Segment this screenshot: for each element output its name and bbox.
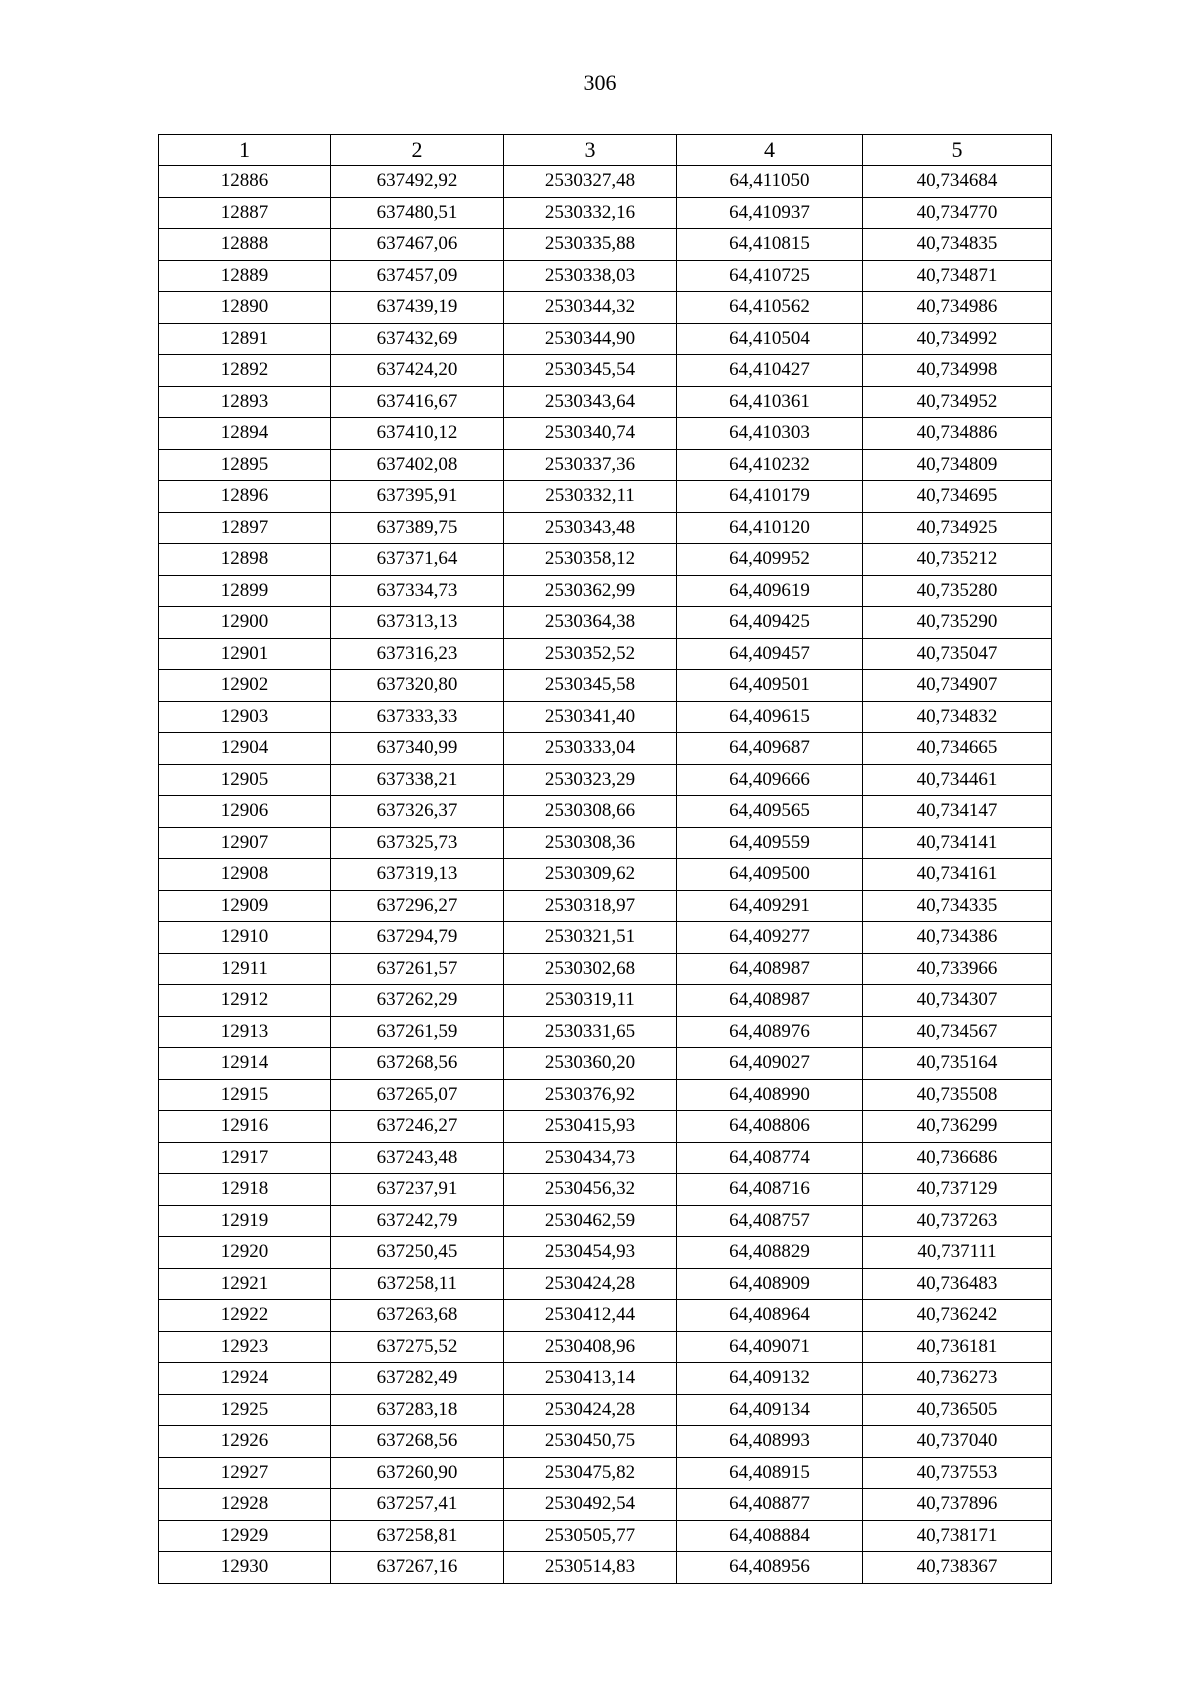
point-number-cell: 12915 — [159, 1079, 331, 1111]
y-coordinate-cell: 2530327,48 — [504, 166, 677, 198]
latitude-cell: 64,409666 — [677, 764, 863, 796]
longitude-cell: 40,734386 — [863, 922, 1052, 954]
x-coordinate-cell: 637296,27 — [331, 890, 504, 922]
x-coordinate-cell: 637261,59 — [331, 1016, 504, 1048]
table-row — [159, 1016, 1052, 1048]
table-row — [159, 922, 1052, 954]
latitude-cell: 64,410504 — [677, 323, 863, 355]
longitude-cell: 40,734141 — [863, 827, 1052, 859]
table-row — [159, 1426, 1052, 1458]
x-coordinate-cell: 637258,81 — [331, 1520, 504, 1552]
point-number-cell: 12895 — [159, 449, 331, 481]
point-number-cell: 12930 — [159, 1552, 331, 1584]
longitude-cell: 40,737129 — [863, 1174, 1052, 1206]
longitude-cell: 40,735290 — [863, 607, 1052, 639]
longitude-cell: 40,734335 — [863, 890, 1052, 922]
latitude-cell: 64,410361 — [677, 386, 863, 418]
longitude-cell: 40,736181 — [863, 1331, 1052, 1363]
x-coordinate-cell: 637258,11 — [331, 1268, 504, 1300]
longitude-cell: 40,735164 — [863, 1048, 1052, 1080]
point-number-cell: 12924 — [159, 1363, 331, 1395]
table-row — [159, 670, 1052, 702]
point-number-cell: 12929 — [159, 1520, 331, 1552]
table-row — [159, 764, 1052, 796]
x-coordinate-cell: 637282,49 — [331, 1363, 504, 1395]
point-number-cell: 12888 — [159, 229, 331, 261]
column-header-3: 3 — [504, 135, 677, 166]
longitude-cell: 40,735212 — [863, 544, 1052, 576]
y-coordinate-cell: 2530343,64 — [504, 386, 677, 418]
longitude-cell: 40,734665 — [863, 733, 1052, 765]
point-number-cell: 12907 — [159, 827, 331, 859]
table-body — [159, 166, 1052, 1584]
point-number-cell: 12925 — [159, 1394, 331, 1426]
table-row — [159, 481, 1052, 513]
point-number-cell: 12910 — [159, 922, 331, 954]
longitude-cell: 40,738171 — [863, 1520, 1052, 1552]
x-coordinate-cell: 637313,13 — [331, 607, 504, 639]
table-row — [159, 1363, 1052, 1395]
x-coordinate-cell: 637424,20 — [331, 355, 504, 387]
longitude-cell: 40,737263 — [863, 1205, 1052, 1237]
table-row — [159, 386, 1052, 418]
x-coordinate-cell: 637319,13 — [331, 859, 504, 891]
x-coordinate-cell: 637395,91 — [331, 481, 504, 513]
x-coordinate-cell: 637267,16 — [331, 1552, 504, 1584]
longitude-cell: 40,734832 — [863, 701, 1052, 733]
y-coordinate-cell: 2530308,66 — [504, 796, 677, 828]
latitude-cell: 64,408757 — [677, 1205, 863, 1237]
latitude-cell: 64,409132 — [677, 1363, 863, 1395]
y-coordinate-cell: 2530454,93 — [504, 1237, 677, 1269]
latitude-cell: 64,411050 — [677, 166, 863, 198]
y-coordinate-cell: 2530364,38 — [504, 607, 677, 639]
longitude-cell: 40,737553 — [863, 1457, 1052, 1489]
table-row — [159, 1237, 1052, 1269]
latitude-cell: 64,409619 — [677, 575, 863, 607]
latitude-cell: 64,410120 — [677, 512, 863, 544]
x-coordinate-cell: 637265,07 — [331, 1079, 504, 1111]
longitude-cell: 40,734992 — [863, 323, 1052, 355]
table-row — [159, 1142, 1052, 1174]
latitude-cell: 64,410303 — [677, 418, 863, 450]
table-row — [159, 166, 1052, 198]
longitude-cell: 40,736299 — [863, 1111, 1052, 1143]
table-row — [159, 638, 1052, 670]
point-number-cell: 12919 — [159, 1205, 331, 1237]
table-row — [159, 985, 1052, 1017]
y-coordinate-cell: 2530462,59 — [504, 1205, 677, 1237]
point-number-cell: 12901 — [159, 638, 331, 670]
latitude-cell: 64,409615 — [677, 701, 863, 733]
x-coordinate-cell: 637457,09 — [331, 260, 504, 292]
y-coordinate-cell: 2530358,12 — [504, 544, 677, 576]
latitude-cell: 64,410179 — [677, 481, 863, 513]
point-number-cell: 12922 — [159, 1300, 331, 1332]
longitude-cell: 40,734986 — [863, 292, 1052, 324]
longitude-cell: 40,734684 — [863, 166, 1052, 198]
point-number-cell: 12892 — [159, 355, 331, 387]
table-row — [159, 607, 1052, 639]
latitude-cell: 64,408990 — [677, 1079, 863, 1111]
longitude-cell: 40,734770 — [863, 197, 1052, 229]
point-number-cell: 12903 — [159, 701, 331, 733]
y-coordinate-cell: 2530345,58 — [504, 670, 677, 702]
table-row — [159, 796, 1052, 828]
x-coordinate-cell: 637263,68 — [331, 1300, 504, 1332]
y-coordinate-cell: 2530337,36 — [504, 449, 677, 481]
table-row — [159, 953, 1052, 985]
point-number-cell: 12886 — [159, 166, 331, 198]
table-row — [159, 1489, 1052, 1521]
x-coordinate-cell: 637333,33 — [331, 701, 504, 733]
latitude-cell: 64,408829 — [677, 1237, 863, 1269]
table-row — [159, 1205, 1052, 1237]
table-row — [159, 197, 1052, 229]
table-row — [159, 1079, 1052, 1111]
x-coordinate-cell: 637326,37 — [331, 796, 504, 828]
longitude-cell: 40,734567 — [863, 1016, 1052, 1048]
longitude-cell: 40,734809 — [863, 449, 1052, 481]
latitude-cell: 64,408774 — [677, 1142, 863, 1174]
latitude-cell: 64,408909 — [677, 1268, 863, 1300]
longitude-cell: 40,733966 — [863, 953, 1052, 985]
longitude-cell: 40,734161 — [863, 859, 1052, 891]
table-row — [159, 323, 1052, 355]
y-coordinate-cell: 2530352,52 — [504, 638, 677, 670]
longitude-cell: 40,735047 — [863, 638, 1052, 670]
latitude-cell: 64,409027 — [677, 1048, 863, 1080]
longitude-cell: 40,734307 — [863, 985, 1052, 1017]
y-coordinate-cell: 2530335,88 — [504, 229, 677, 261]
latitude-cell: 64,408956 — [677, 1552, 863, 1584]
y-coordinate-cell: 2530341,40 — [504, 701, 677, 733]
point-number-cell: 12893 — [159, 386, 331, 418]
longitude-cell: 40,738367 — [863, 1552, 1052, 1584]
point-number-cell: 12894 — [159, 418, 331, 450]
y-coordinate-cell: 2530321,51 — [504, 922, 677, 954]
x-coordinate-cell: 637260,90 — [331, 1457, 504, 1489]
y-coordinate-cell: 2530362,99 — [504, 575, 677, 607]
y-coordinate-cell: 2530333,04 — [504, 733, 677, 765]
latitude-cell: 64,408884 — [677, 1520, 863, 1552]
y-coordinate-cell: 2530408,96 — [504, 1331, 677, 1363]
point-number-cell: 12902 — [159, 670, 331, 702]
y-coordinate-cell: 2530308,36 — [504, 827, 677, 859]
longitude-cell: 40,736505 — [863, 1394, 1052, 1426]
longitude-cell: 40,737896 — [863, 1489, 1052, 1521]
y-coordinate-cell: 2530332,16 — [504, 197, 677, 229]
x-coordinate-cell: 637439,19 — [331, 292, 504, 324]
y-coordinate-cell: 2530318,97 — [504, 890, 677, 922]
latitude-cell: 64,408915 — [677, 1457, 863, 1489]
y-coordinate-cell: 2530323,29 — [504, 764, 677, 796]
y-coordinate-cell: 2530475,82 — [504, 1457, 677, 1489]
point-number-cell: 12908 — [159, 859, 331, 891]
longitude-cell: 40,737040 — [863, 1426, 1052, 1458]
point-number-cell: 12916 — [159, 1111, 331, 1143]
table-row — [159, 229, 1052, 261]
latitude-cell: 64,409071 — [677, 1331, 863, 1363]
point-number-cell: 12921 — [159, 1268, 331, 1300]
table-row — [159, 827, 1052, 859]
point-number-cell: 12912 — [159, 985, 331, 1017]
table-row — [159, 575, 1052, 607]
table-row — [159, 1552, 1052, 1584]
latitude-cell: 64,409687 — [677, 733, 863, 765]
x-coordinate-cell: 637268,56 — [331, 1048, 504, 1080]
column-header-5: 5 — [863, 135, 1052, 166]
point-number-cell: 12887 — [159, 197, 331, 229]
point-number-cell: 12926 — [159, 1426, 331, 1458]
table-row — [159, 1268, 1052, 1300]
longitude-cell: 40,734147 — [863, 796, 1052, 828]
point-number-cell: 12891 — [159, 323, 331, 355]
x-coordinate-cell: 637389,75 — [331, 512, 504, 544]
table-row — [159, 512, 1052, 544]
column-header-1: 1 — [159, 135, 331, 166]
longitude-cell: 40,736483 — [863, 1268, 1052, 1300]
x-coordinate-cell: 637316,23 — [331, 638, 504, 670]
x-coordinate-cell: 637432,69 — [331, 323, 504, 355]
point-number-cell: 12889 — [159, 260, 331, 292]
point-number-cell: 12918 — [159, 1174, 331, 1206]
table-row — [159, 1300, 1052, 1332]
point-number-cell: 12914 — [159, 1048, 331, 1080]
longitude-cell: 40,736686 — [863, 1142, 1052, 1174]
point-number-cell: 12928 — [159, 1489, 331, 1521]
point-number-cell: 12927 — [159, 1457, 331, 1489]
latitude-cell: 64,408987 — [677, 953, 863, 985]
table-row — [159, 260, 1052, 292]
latitude-cell: 64,409277 — [677, 922, 863, 954]
table-row — [159, 859, 1052, 891]
x-coordinate-cell: 637237,91 — [331, 1174, 504, 1206]
x-coordinate-cell: 637250,45 — [331, 1237, 504, 1269]
table-row — [159, 1520, 1052, 1552]
point-number-cell: 12890 — [159, 292, 331, 324]
longitude-cell: 40,734925 — [863, 512, 1052, 544]
y-coordinate-cell: 2530412,44 — [504, 1300, 677, 1332]
point-number-cell: 12911 — [159, 953, 331, 985]
coordinates-table — [158, 134, 1052, 1584]
latitude-cell: 64,410725 — [677, 260, 863, 292]
table-row — [159, 1174, 1052, 1206]
latitude-cell: 64,409501 — [677, 670, 863, 702]
y-coordinate-cell: 2530332,11 — [504, 481, 677, 513]
y-coordinate-cell: 2530376,92 — [504, 1079, 677, 1111]
latitude-cell: 64,409291 — [677, 890, 863, 922]
y-coordinate-cell: 2530345,54 — [504, 355, 677, 387]
point-number-cell: 12898 — [159, 544, 331, 576]
header-row — [159, 135, 1052, 166]
x-coordinate-cell: 637283,18 — [331, 1394, 504, 1426]
longitude-cell: 40,734998 — [863, 355, 1052, 387]
y-coordinate-cell: 2530302,68 — [504, 953, 677, 985]
x-coordinate-cell: 637340,99 — [331, 733, 504, 765]
longitude-cell: 40,734461 — [863, 764, 1052, 796]
longitude-cell: 40,734835 — [863, 229, 1052, 261]
point-number-cell: 12905 — [159, 764, 331, 796]
point-number-cell: 12896 — [159, 481, 331, 513]
latitude-cell: 64,408806 — [677, 1111, 863, 1143]
column-header-2: 2 — [331, 135, 504, 166]
latitude-cell: 64,408716 — [677, 1174, 863, 1206]
latitude-cell: 64,408964 — [677, 1300, 863, 1332]
point-number-cell: 12904 — [159, 733, 331, 765]
y-coordinate-cell: 2530344,90 — [504, 323, 677, 355]
x-coordinate-cell: 637257,41 — [331, 1489, 504, 1521]
x-coordinate-cell: 637338,21 — [331, 764, 504, 796]
y-coordinate-cell: 2530424,28 — [504, 1394, 677, 1426]
y-coordinate-cell: 2530434,73 — [504, 1142, 677, 1174]
table-row — [159, 733, 1052, 765]
latitude-cell: 64,408877 — [677, 1489, 863, 1521]
point-number-cell: 12897 — [159, 512, 331, 544]
table-row — [159, 1457, 1052, 1489]
x-coordinate-cell: 637275,52 — [331, 1331, 504, 1363]
point-number-cell: 12913 — [159, 1016, 331, 1048]
y-coordinate-cell: 2530309,62 — [504, 859, 677, 891]
column-header-4: 4 — [677, 135, 863, 166]
latitude-cell: 64,408976 — [677, 1016, 863, 1048]
point-number-cell: 12923 — [159, 1331, 331, 1363]
table-row — [159, 355, 1052, 387]
y-coordinate-cell: 2530514,83 — [504, 1552, 677, 1584]
table-row — [159, 1331, 1052, 1363]
x-coordinate-cell: 637371,64 — [331, 544, 504, 576]
x-coordinate-cell: 637334,73 — [331, 575, 504, 607]
x-coordinate-cell: 637320,80 — [331, 670, 504, 702]
longitude-cell: 40,736242 — [863, 1300, 1052, 1332]
x-coordinate-cell: 637294,79 — [331, 922, 504, 954]
longitude-cell: 40,734871 — [863, 260, 1052, 292]
point-number-cell: 12920 — [159, 1237, 331, 1269]
latitude-cell: 64,410232 — [677, 449, 863, 481]
point-number-cell: 12917 — [159, 1142, 331, 1174]
table-row — [159, 292, 1052, 324]
longitude-cell: 40,734907 — [863, 670, 1052, 702]
y-coordinate-cell: 2530331,65 — [504, 1016, 677, 1048]
latitude-cell: 64,409425 — [677, 607, 863, 639]
latitude-cell: 64,410562 — [677, 292, 863, 324]
y-coordinate-cell: 2530344,32 — [504, 292, 677, 324]
latitude-cell: 64,408987 — [677, 985, 863, 1017]
latitude-cell: 64,408993 — [677, 1426, 863, 1458]
x-coordinate-cell: 637242,79 — [331, 1205, 504, 1237]
latitude-cell: 64,409565 — [677, 796, 863, 828]
longitude-cell: 40,734886 — [863, 418, 1052, 450]
x-coordinate-cell: 637246,27 — [331, 1111, 504, 1143]
latitude-cell: 64,409457 — [677, 638, 863, 670]
x-coordinate-cell: 637243,48 — [331, 1142, 504, 1174]
table-row — [159, 1048, 1052, 1080]
longitude-cell: 40,735280 — [863, 575, 1052, 607]
y-coordinate-cell: 2530450,75 — [504, 1426, 677, 1458]
longitude-cell: 40,735508 — [863, 1079, 1052, 1111]
latitude-cell: 64,409952 — [677, 544, 863, 576]
longitude-cell: 40,734952 — [863, 386, 1052, 418]
x-coordinate-cell: 637480,51 — [331, 197, 504, 229]
point-number-cell: 12899 — [159, 575, 331, 607]
table-row — [159, 418, 1052, 450]
y-coordinate-cell: 2530343,48 — [504, 512, 677, 544]
y-coordinate-cell: 2530360,20 — [504, 1048, 677, 1080]
longitude-cell: 40,734695 — [863, 481, 1052, 513]
x-coordinate-cell: 637325,73 — [331, 827, 504, 859]
point-number-cell: 12900 — [159, 607, 331, 639]
x-coordinate-cell: 637268,56 — [331, 1426, 504, 1458]
longitude-cell: 40,737111 — [863, 1237, 1052, 1269]
y-coordinate-cell: 2530340,74 — [504, 418, 677, 450]
y-coordinate-cell: 2530413,14 — [504, 1363, 677, 1395]
table-row — [159, 544, 1052, 576]
x-coordinate-cell: 637402,08 — [331, 449, 504, 481]
y-coordinate-cell: 2530456,32 — [504, 1174, 677, 1206]
page-number: 306 — [583, 70, 617, 95]
y-coordinate-cell: 2530424,28 — [504, 1268, 677, 1300]
y-coordinate-cell: 2530338,03 — [504, 260, 677, 292]
y-coordinate-cell: 2530319,11 — [504, 985, 677, 1017]
table-header — [159, 135, 1052, 166]
y-coordinate-cell: 2530505,77 — [504, 1520, 677, 1552]
latitude-cell: 64,410427 — [677, 355, 863, 387]
y-coordinate-cell: 2530415,93 — [504, 1111, 677, 1143]
longitude-cell: 40,736273 — [863, 1363, 1052, 1395]
y-coordinate-cell: 2530492,54 — [504, 1489, 677, 1521]
x-coordinate-cell: 637261,57 — [331, 953, 504, 985]
point-number-cell: 12906 — [159, 796, 331, 828]
x-coordinate-cell: 637416,67 — [331, 386, 504, 418]
x-coordinate-cell: 637492,92 — [331, 166, 504, 198]
table-row — [159, 1394, 1052, 1426]
latitude-cell: 64,409559 — [677, 827, 863, 859]
x-coordinate-cell: 637467,06 — [331, 229, 504, 261]
table-row — [159, 890, 1052, 922]
table-row — [159, 701, 1052, 733]
point-number-cell: 12909 — [159, 890, 331, 922]
x-coordinate-cell: 637410,12 — [331, 418, 504, 450]
x-coordinate-cell: 637262,29 — [331, 985, 504, 1017]
table-row — [159, 1111, 1052, 1143]
latitude-cell: 64,410937 — [677, 197, 863, 229]
latitude-cell: 64,409134 — [677, 1394, 863, 1426]
latitude-cell: 64,410815 — [677, 229, 863, 261]
latitude-cell: 64,409500 — [677, 859, 863, 891]
table-row — [159, 449, 1052, 481]
